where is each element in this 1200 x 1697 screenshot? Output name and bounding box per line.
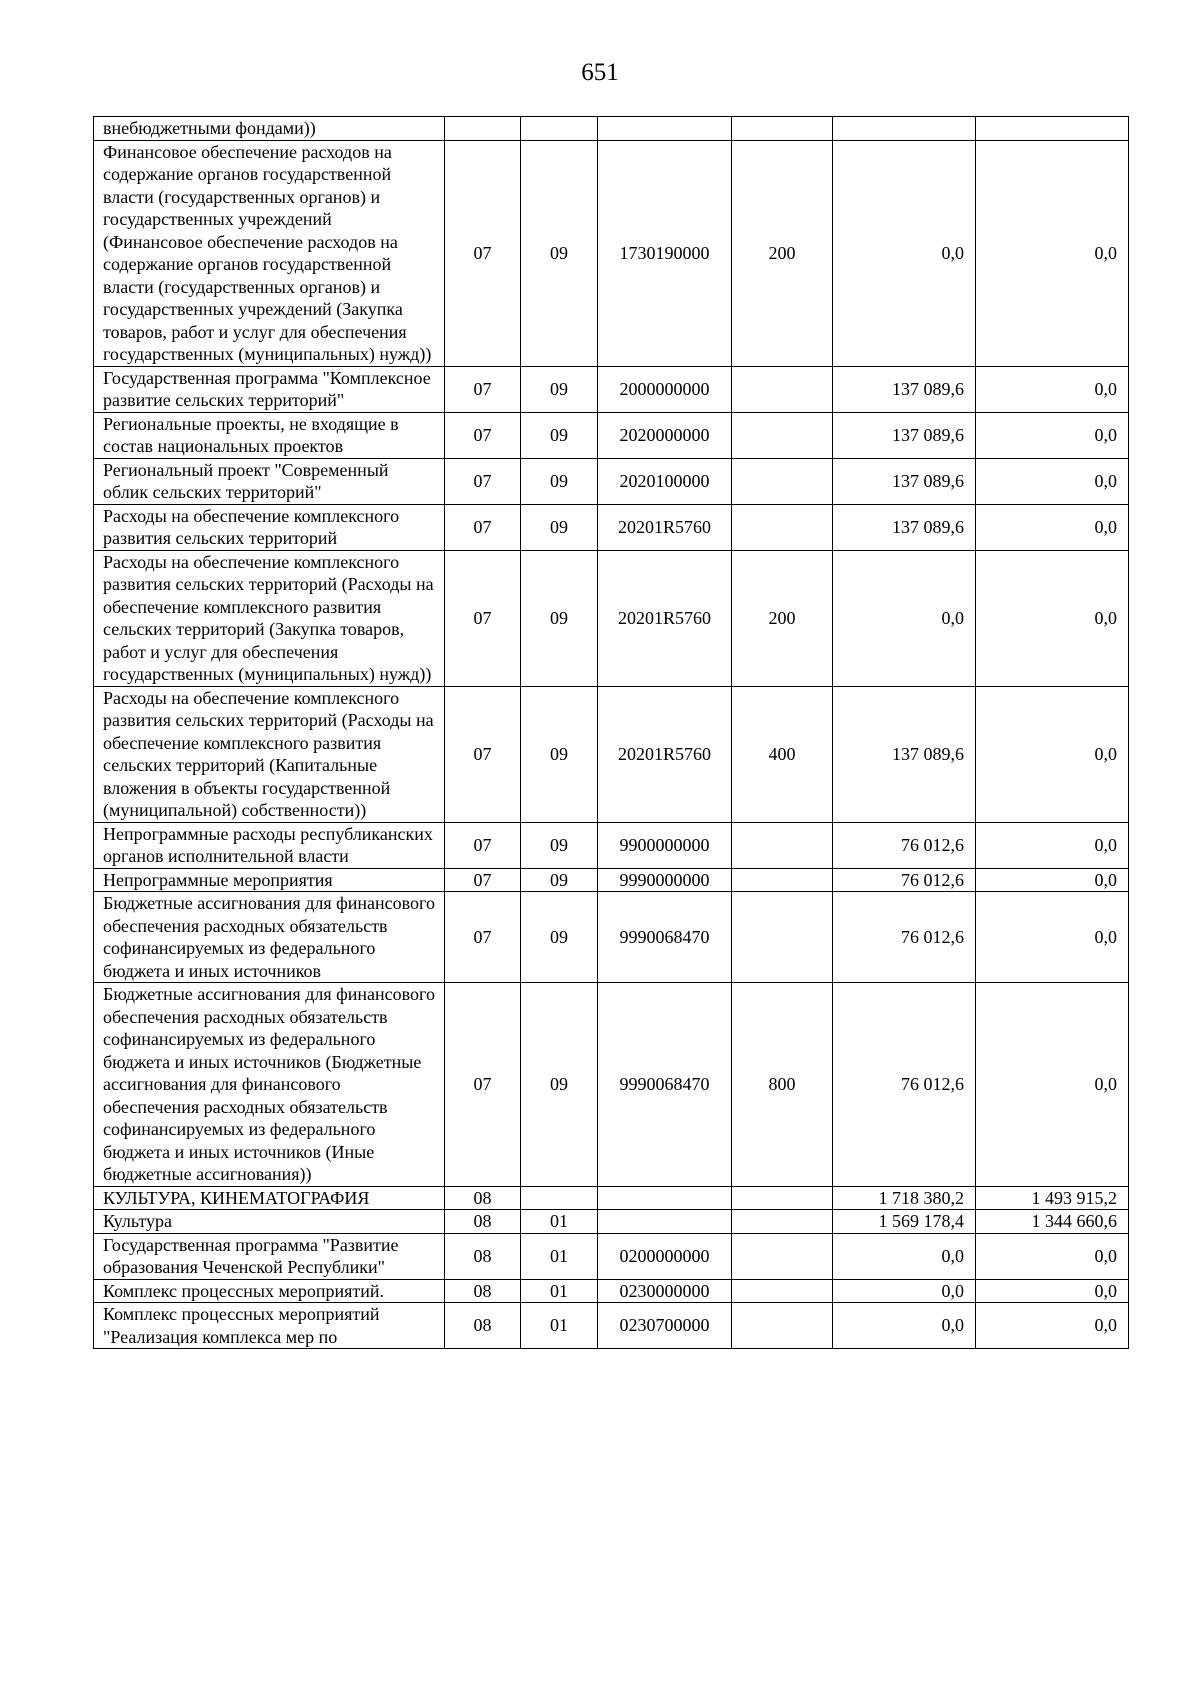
amount-year-1: 137 089,6 bbox=[833, 504, 976, 550]
expense-type-code bbox=[732, 412, 833, 458]
amount-year-2: 0,0 bbox=[976, 822, 1129, 868]
amount-year-2: 0,0 bbox=[976, 1303, 1129, 1349]
target-article-code: 0230000000 bbox=[598, 1279, 732, 1303]
target-article-code: 9990068470 bbox=[598, 892, 732, 983]
target-article-code bbox=[598, 1210, 732, 1234]
amount-year-1: 76 012,6 bbox=[833, 983, 976, 1187]
target-article-code: 0200000000 bbox=[598, 1233, 732, 1279]
target-article-code: 2020100000 bbox=[598, 458, 732, 504]
table-row bbox=[94, 686, 1129, 822]
row-name: Расходы на обеспечение комплексного развития сельских территорий (Расходы на обеспечение комплексного развития сельских территорий (Закупка товаров, работ и услуг для обеспечения государственных (муниципальных) нужд)) bbox=[94, 550, 445, 686]
row-name: Расходы на обеспечение комплексного развития сельских территорий bbox=[94, 504, 445, 550]
subsection-code: 01 bbox=[521, 1279, 598, 1303]
amount-year-1: 0,0 bbox=[833, 1279, 976, 1303]
row-name: Расходы на обеспечение комплексного развития сельских территорий (Расходы на обеспечение комплексного развития сельских территорий (Капитальные вложения в объекты государственной (муниципальной) собственности)) bbox=[94, 686, 445, 822]
row-name: Государственная программа "Развитие образования Чеченской Республики" bbox=[94, 1233, 445, 1279]
subsection-code: 09 bbox=[521, 868, 598, 892]
section-code: 07 bbox=[445, 892, 521, 983]
amount-year-2: 0,0 bbox=[976, 868, 1129, 892]
row-name: Государственная программа "Комплексное развитие сельских территорий" bbox=[94, 366, 445, 412]
table-row bbox=[94, 458, 1129, 504]
target-article-code bbox=[598, 117, 732, 141]
section-code bbox=[445, 117, 521, 141]
target-article-code: 9990068470 bbox=[598, 983, 732, 1187]
amount-year-2: 0,0 bbox=[976, 504, 1129, 550]
target-article-code: 20201R5760 bbox=[598, 686, 732, 822]
subsection-code: 01 bbox=[521, 1210, 598, 1234]
subsection-code: 09 bbox=[521, 366, 598, 412]
amount-year-2: 0,0 bbox=[976, 1233, 1129, 1279]
row-name: Финансовое обеспечение расходов на содержание органов государственной власти (государственных органов) и государственных учреждений (Финансовое обеспечение расходов на содержание органов государственной власти (государственных органов) и государственных учреждений (Закупка товаров, работ и услуг для обеспечения государственных (муниципальных) нужд)) bbox=[94, 140, 445, 366]
section-code: 07 bbox=[445, 868, 521, 892]
target-article-code: 9990000000 bbox=[598, 868, 732, 892]
amount-year-2: 0,0 bbox=[976, 412, 1129, 458]
amount-year-1: 1 569 178,4 bbox=[833, 1210, 976, 1234]
page-number: 651 bbox=[581, 59, 619, 86]
target-article-code: 9900000000 bbox=[598, 822, 732, 868]
budget-table-body bbox=[94, 117, 1129, 1349]
expense-type-code bbox=[732, 117, 833, 141]
row-name: Непрограммные расходы республиканских органов исполнительной власти bbox=[94, 822, 445, 868]
amount-year-1: 0,0 bbox=[833, 550, 976, 686]
amount-year-1: 137 089,6 bbox=[833, 366, 976, 412]
amount-year-1: 137 089,6 bbox=[833, 458, 976, 504]
row-name: КУЛЬТУРА, КИНЕМАТОГРАФИЯ bbox=[94, 1186, 445, 1210]
section-code: 08 bbox=[445, 1186, 521, 1210]
section-code: 07 bbox=[445, 140, 521, 366]
target-article-code: 1730190000 bbox=[598, 140, 732, 366]
table-row bbox=[94, 1303, 1129, 1349]
row-name: Региональный проект "Современный облик сельских территорий" bbox=[94, 458, 445, 504]
expense-type-code: 200 bbox=[732, 140, 833, 366]
expense-type-code bbox=[732, 868, 833, 892]
amount-year-2: 0,0 bbox=[976, 366, 1129, 412]
amount-year-1: 0,0 bbox=[833, 1233, 976, 1279]
subsection-code: 09 bbox=[521, 504, 598, 550]
expense-type-code bbox=[732, 822, 833, 868]
table-row bbox=[94, 822, 1129, 868]
section-code: 07 bbox=[445, 550, 521, 686]
section-code: 08 bbox=[445, 1303, 521, 1349]
section-code: 08 bbox=[445, 1210, 521, 1234]
subsection-code: 09 bbox=[521, 686, 598, 822]
section-code: 07 bbox=[445, 458, 521, 504]
amount-year-1: 1 718 380,2 bbox=[833, 1186, 976, 1210]
section-code: 07 bbox=[445, 412, 521, 458]
section-code: 07 bbox=[445, 822, 521, 868]
subsection-code: 01 bbox=[521, 1233, 598, 1279]
row-name: Комплекс процессных мероприятий "Реализация комплекса мер по bbox=[94, 1303, 445, 1349]
section-code: 07 bbox=[445, 366, 521, 412]
subsection-code: 09 bbox=[521, 458, 598, 504]
section-code: 08 bbox=[445, 1279, 521, 1303]
target-article-code: 2000000000 bbox=[598, 366, 732, 412]
row-name: Бюджетные ассигнования для финансового обеспечения расходных обязательств софинансируемых из федерального бюджета и иных источников (Бюджетные ассигнования для финансового обеспечения расходных обязательств софинансируемых из федерального бюджета и иных источников (Иные бюджетные ассигнования)) bbox=[94, 983, 445, 1187]
row-name: Культура bbox=[94, 1210, 445, 1234]
table-row bbox=[94, 140, 1129, 366]
amount-year-1: 0,0 bbox=[833, 1303, 976, 1349]
row-name: внебюджетными фондами)) bbox=[94, 117, 445, 141]
section-code: 08 bbox=[445, 1233, 521, 1279]
subsection-code: 09 bbox=[521, 983, 598, 1187]
table-row bbox=[94, 1279, 1129, 1303]
amount-year-2: 0,0 bbox=[976, 140, 1129, 366]
target-article-code: 0230700000 bbox=[598, 1303, 732, 1349]
expense-type-code bbox=[732, 504, 833, 550]
row-name: Комплекс процессных мероприятий. bbox=[94, 1279, 445, 1303]
expense-type-code bbox=[732, 458, 833, 504]
expense-type-code: 800 bbox=[732, 983, 833, 1187]
amount-year-1 bbox=[833, 117, 976, 141]
table-row bbox=[94, 1186, 1129, 1210]
subsection-code: 01 bbox=[521, 1303, 598, 1349]
row-name: Непрограммные мероприятия bbox=[94, 868, 445, 892]
target-article-code: 2020000000 bbox=[598, 412, 732, 458]
section-code: 07 bbox=[445, 504, 521, 550]
amount-year-1: 0,0 bbox=[833, 140, 976, 366]
subsection-code: 09 bbox=[521, 822, 598, 868]
expense-type-code: 200 bbox=[732, 550, 833, 686]
section-code: 07 bbox=[445, 983, 521, 1187]
row-name: Бюджетные ассигнования для финансового обеспечения расходных обязательств софинансируемых из федерального бюджета и иных источников bbox=[94, 892, 445, 983]
target-article-code bbox=[598, 1186, 732, 1210]
subsection-code bbox=[521, 1186, 598, 1210]
expense-type-code bbox=[732, 1233, 833, 1279]
table-row bbox=[94, 117, 1129, 141]
subsection-code: 09 bbox=[521, 140, 598, 366]
table-row bbox=[94, 550, 1129, 686]
table-row bbox=[94, 366, 1129, 412]
table-row bbox=[94, 983, 1129, 1187]
amount-year-1: 137 089,6 bbox=[833, 686, 976, 822]
amount-year-2: 0,0 bbox=[976, 983, 1129, 1187]
expense-type-code bbox=[732, 1303, 833, 1349]
expense-type-code bbox=[732, 892, 833, 983]
table-row bbox=[94, 504, 1129, 550]
amount-year-1: 76 012,6 bbox=[833, 868, 976, 892]
row-name: Региональные проекты, не входящие в состав национальных проектов bbox=[94, 412, 445, 458]
table-row bbox=[94, 1210, 1129, 1234]
expense-type-code bbox=[732, 1210, 833, 1234]
amount-year-2: 0,0 bbox=[976, 550, 1129, 686]
subsection-code: 09 bbox=[521, 892, 598, 983]
amount-year-2: 0,0 bbox=[976, 1279, 1129, 1303]
amount-year-2: 0,0 bbox=[976, 892, 1129, 983]
subsection-code: 09 bbox=[521, 550, 598, 686]
amount-year-2: 0,0 bbox=[976, 686, 1129, 822]
table-row bbox=[94, 868, 1129, 892]
table-row bbox=[94, 1233, 1129, 1279]
amount-year-2: 0,0 bbox=[976, 458, 1129, 504]
subsection-code bbox=[521, 117, 598, 141]
table-row bbox=[94, 412, 1129, 458]
target-article-code: 20201R5760 bbox=[598, 504, 732, 550]
amount-year-2 bbox=[976, 117, 1129, 141]
expense-type-code bbox=[732, 1186, 833, 1210]
budget-table bbox=[93, 116, 1129, 1349]
target-article-code: 20201R5760 bbox=[598, 550, 732, 686]
amount-year-1: 76 012,6 bbox=[833, 822, 976, 868]
expense-type-code: 400 bbox=[732, 686, 833, 822]
amount-year-2: 1 493 915,2 bbox=[976, 1186, 1129, 1210]
subsection-code: 09 bbox=[521, 412, 598, 458]
amount-year-1: 76 012,6 bbox=[833, 892, 976, 983]
amount-year-1: 137 089,6 bbox=[833, 412, 976, 458]
amount-year-2: 1 344 660,6 bbox=[976, 1210, 1129, 1234]
expense-type-code bbox=[732, 1279, 833, 1303]
section-code: 07 bbox=[445, 686, 521, 822]
table-row bbox=[94, 892, 1129, 983]
expense-type-code bbox=[732, 366, 833, 412]
